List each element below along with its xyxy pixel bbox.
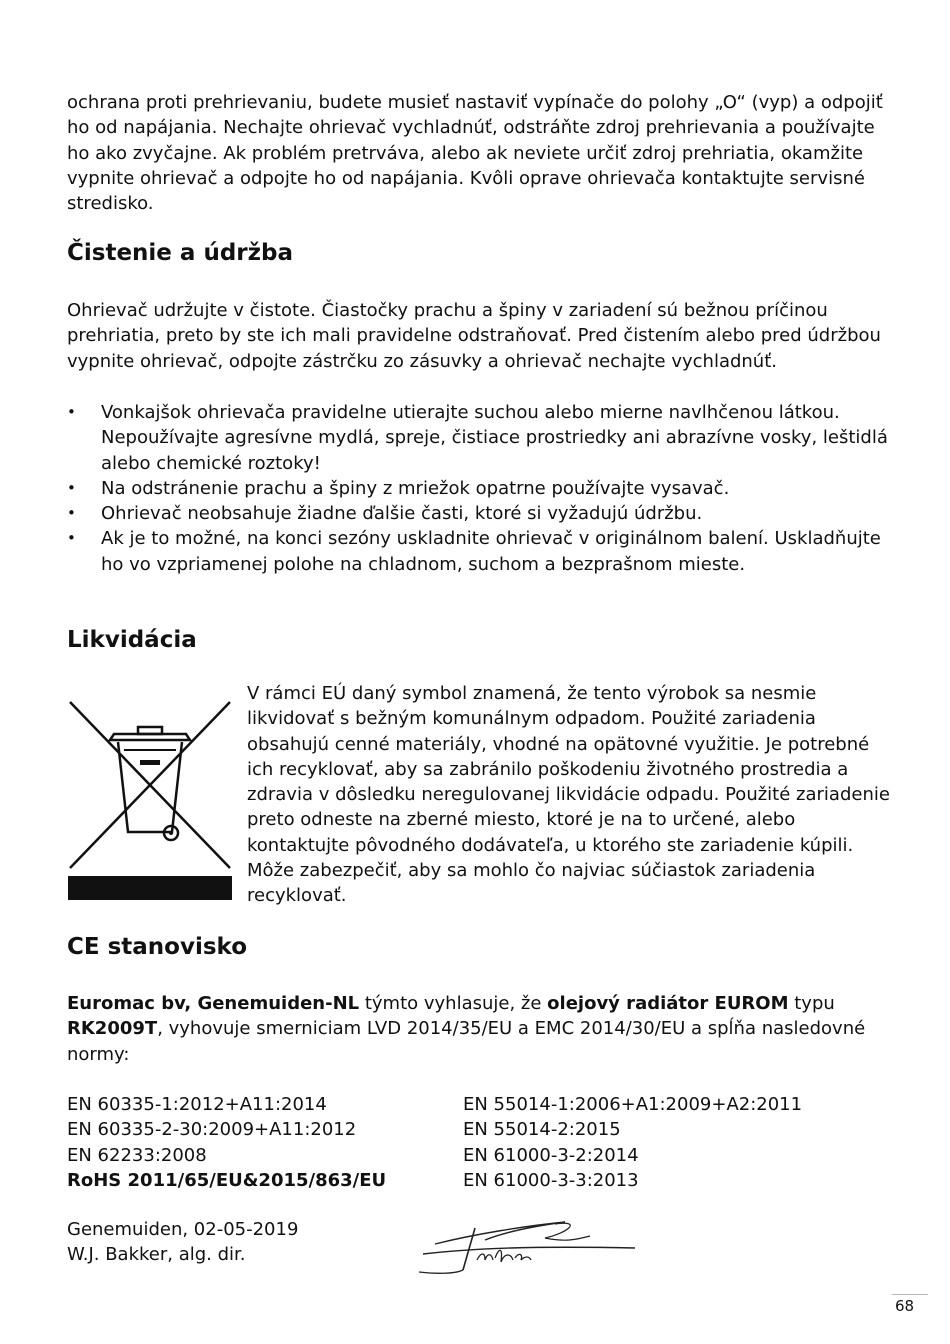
cleaning-heading: Čistenie a údržba bbox=[67, 240, 293, 266]
place-date: Genemuiden, 02-05-2019 bbox=[67, 1219, 299, 1240]
list-item: • Vonkajšok ohrievača pravidelne utierajte suchou alebo mierne navlhčenou látkou. Nepoužívajte agresívne mydlá, spreje, čistiace prostriedky ani abrazívne vosky, leštidlá alebo chemické roztoky! bbox=[67, 400, 897, 476]
norm-item: EN 55014-2:2015 bbox=[463, 1119, 621, 1141]
ce-declaration bbox=[67, 991, 897, 1067]
norm-item: EN 61000-3-3:2013 bbox=[463, 1169, 639, 1191]
norms-left-column bbox=[67, 1092, 386, 1193]
product-name: olejový radiátor EUROM bbox=[547, 993, 789, 1014]
page-number: 68 bbox=[895, 1297, 915, 1315]
intro-paragraph: ochrana proti prehrievaniu, budete musieť nastaviť vypínače do polohy „O“ (vyp) a odpojiť ho od napájania. Nechajte ohrievač vychladnúť, odstráňte zdroj prehrievania a používajte ho ako zvyčajne. Ak problém pretrváva, alebo ak neviete určiť zdroj prehriatia, okamžite vypnite ohrievač a odpojte ho od napájania. Kvôli oprave ohrievača kontaktujte servisné stredisko. bbox=[67, 92, 883, 215]
norm-item: EN 60335-2-30:2009+A11:2012 bbox=[67, 1119, 357, 1141]
list-item: • Na odstránenie prachu a špiny z mriežok opatrne používajte vysavač. bbox=[67, 476, 897, 501]
signatory: W.J. Bakker, alg. dir. bbox=[67, 1244, 246, 1266]
declaration-text: týmto vyhlasuje, že bbox=[359, 993, 548, 1014]
norm-item: EN 62233:2008 bbox=[67, 1144, 207, 1166]
disposal-paragraph: V rámci EÚ daný symbol znamená, že tento výrobok sa nesmie likvidovať s bežným komunálnym odpadom. Použité zariadenia obsahujú cenné materiály, vhodné na opätovné využitie. Je potrebné ich recyklovať, aby sa zabránilo poškodeniu životného prostredia a zdravia v dôsledku neregulovanej likvidácie odpadu. Použité zariadenie preto odneste na zberné miesto, ktoré je na to určené, alebo kontaktujte pôvodného dodávateľa, u ktorého ste zariadenie kúpili. Môže zabezpečiť, aby sa mohlo čo najviac súčiastok zariadenia recyklovať. bbox=[247, 683, 890, 907]
norms-right-column bbox=[463, 1092, 802, 1193]
list-item: • Ohrievač neobsahuje žiadne ďalšie časti, ktoré si vyžadujú údržbu. bbox=[67, 501, 897, 526]
norm-item: EN 60335-1:2012+A11:2014 bbox=[67, 1094, 327, 1115]
ce-heading: CE stanovisko bbox=[67, 934, 248, 960]
norm-item-rohs: RoHS 2011/65/EU&2015/863/EU bbox=[67, 1169, 387, 1191]
page-number-divider bbox=[892, 1294, 928, 1295]
cleaning-paragraph: Ohrievač udržujte v čistote. Čiastočky prachu a špiny v zariadení sú bežnou príčinou prehriatia, preto by ste ich mali pravidelne odstraňovať. Pred čistením alebo pred údržbou vypnite ohrievač, odpojte zástrčku zo zásuvky a ohrievač nechajte vychladnúť. bbox=[67, 300, 881, 372]
declaration-text: , vyhovuje smerniciam LVD 2014/35/EU a EMC 2014/30/EU a spĺňa nasledovné normy: bbox=[67, 1018, 866, 1065]
cleaning-bullet-list bbox=[67, 400, 897, 577]
declaration-text: typu bbox=[788, 993, 835, 1014]
disposal-heading: Likvidácia bbox=[67, 627, 197, 653]
model-name: RK2009T bbox=[67, 1018, 158, 1040]
norm-item: EN 55014-1:2006+A1:2009+A2:2011 bbox=[463, 1094, 803, 1115]
handwritten-signature bbox=[415, 1212, 640, 1277]
norm-item: EN 61000-3-2:2014 bbox=[463, 1144, 639, 1166]
company-name: Euromac bv, Genemuiden-NL bbox=[67, 993, 360, 1014]
signature-block bbox=[67, 1217, 298, 1268]
weee-crossed-bin-icon bbox=[68, 700, 232, 900]
list-item: • Ak je to možné, na konci sezóny uskladnite ohrievač v originálnom balení. Uskladňujte ho vo vzpriamenej polohe na chladnom, suchom a bezprašnom mieste. bbox=[67, 526, 897, 577]
